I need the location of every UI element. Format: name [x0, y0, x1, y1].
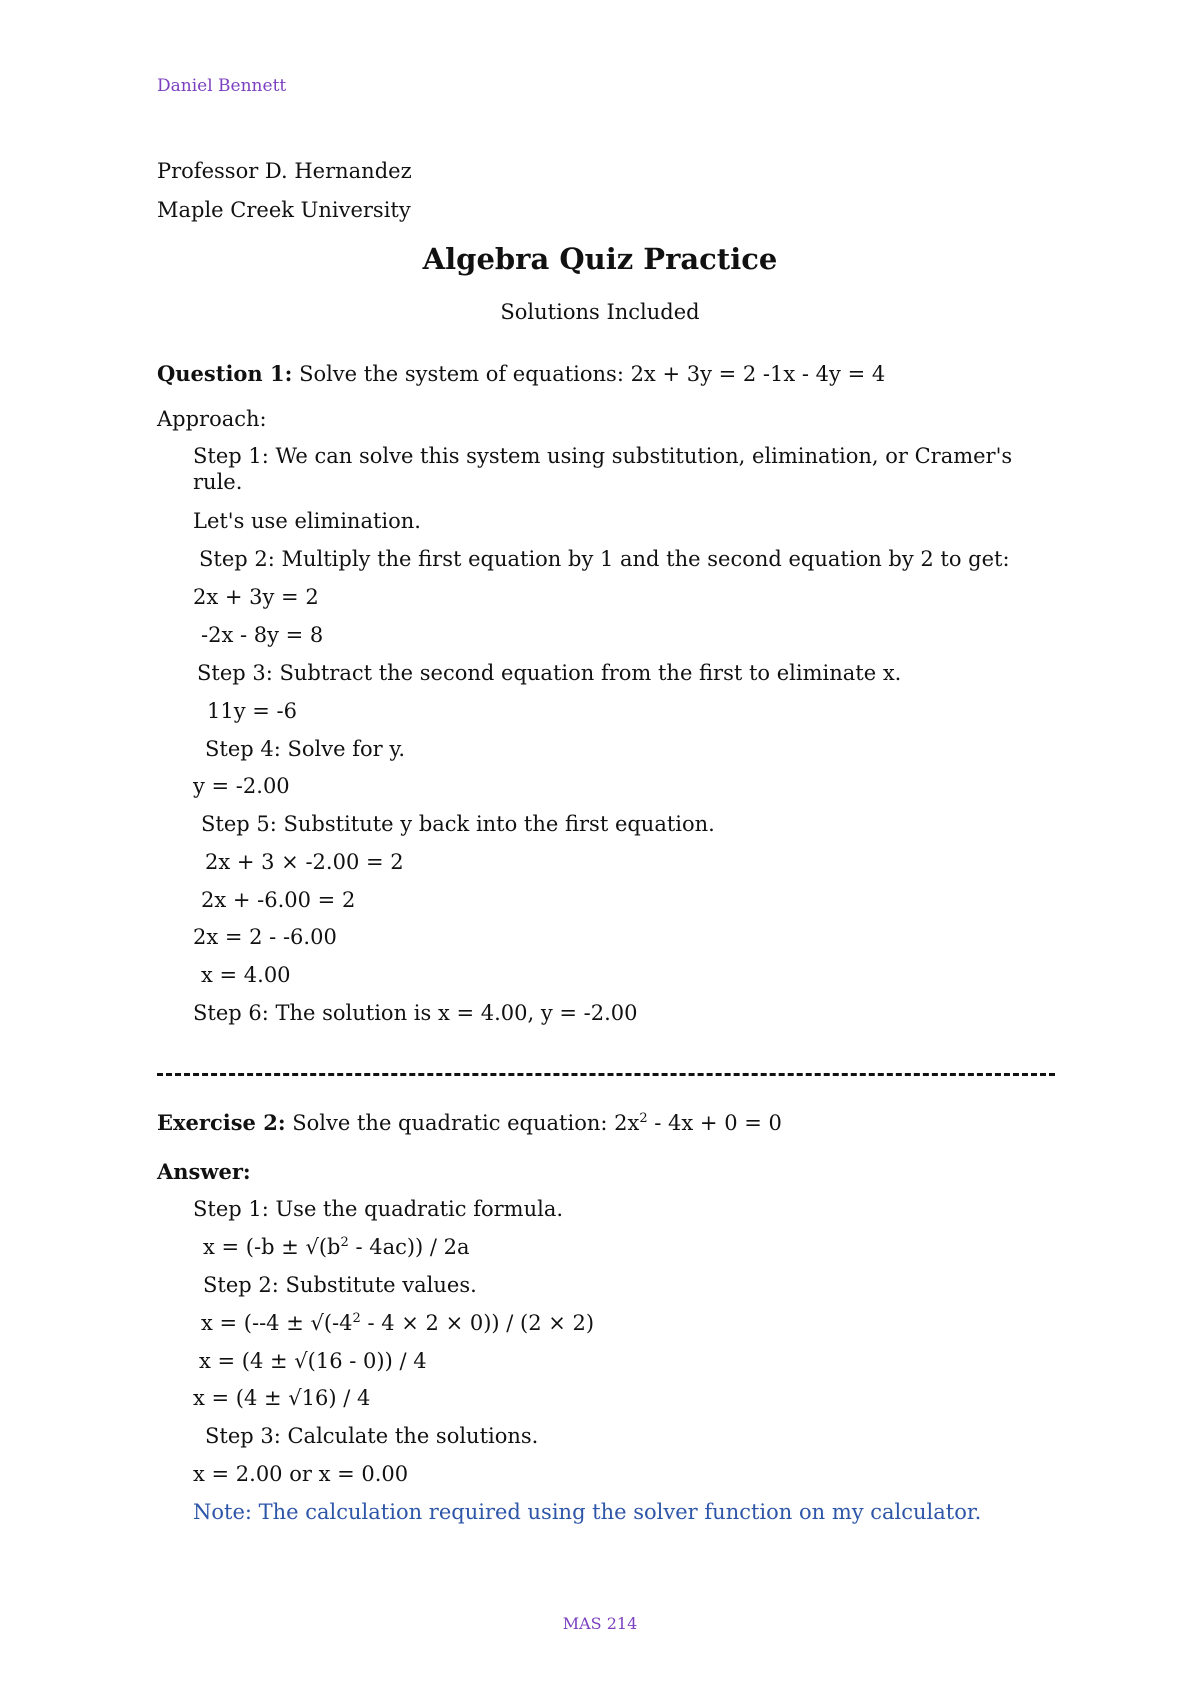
e2-formula4: x = (4 ± √16) / 4 — [193, 1386, 371, 1410]
e2-formula1: $x = (-b \pm √(b^2 - 4ac)) / 2a$ — [203, 1235, 470, 1259]
q1-lets-use: Let's use elimination. — [193, 509, 421, 533]
question1-heading — [157, 361, 885, 387]
approach-label: Approach: — [157, 407, 267, 431]
exercise2-prompt: Solve the quadratic equation: $2x^2 - 4x + 0 = 0$ — [292, 1111, 782, 1135]
question1-label: Question 1: — [157, 361, 293, 386]
q1-step5: Step 5: Substitute y back into the first equation. — [201, 812, 715, 836]
e2-step1: Step 1: Use the quadratic formula. — [193, 1197, 564, 1221]
exercise2-label: Exercise 2: — [157, 1110, 286, 1135]
q1-eq4: y = -2.00 — [193, 774, 290, 798]
university-name: Maple Creek University — [157, 198, 411, 222]
e2-formula3: x = (4 ± √(16 - 0)) / 4 — [199, 1349, 427, 1373]
q1-step1: Step 1: We can solve this system using substitution, elimination, or Cramer's rule. — [193, 444, 1013, 494]
q1-step3: Step 3: Subtract the second equation from the first to eliminate x. — [197, 661, 902, 685]
page-subtitle: Solutions Included — [500, 300, 700, 324]
professor-name: Professor D. Hernandez — [157, 159, 412, 183]
page-title: Algebra Quiz Practice — [422, 242, 778, 276]
exercise2-heading — [157, 1110, 782, 1136]
question1-prompt: Solve the system of equations: 2x + 3y = 2 -1x - 4y = 4 — [299, 362, 886, 386]
q1-step4: Step 4: Solve for y. — [205, 737, 406, 761]
section-divider — [157, 1073, 1055, 1076]
q1-eq6: 2x + -6.00 = 2 — [201, 888, 356, 912]
q1-eq1: 2x + 3y = 2 — [193, 585, 319, 609]
e2-formula5: x = 2.00 or x = 0.00 — [193, 1462, 409, 1486]
answer-label: Answer: — [157, 1159, 251, 1184]
header-author: Daniel Bennett — [157, 76, 287, 96]
q1-eq3: 11y = -6 — [207, 699, 297, 723]
q1-eq8: x = 4.00 — [201, 963, 291, 987]
e2-formula2: $x = (--4 \pm √(-4^2 - 4 \times 2 \times 0)) / (2 \times 2)$ — [201, 1311, 595, 1335]
q1-step2: Step 2: Multiply the first equation by 1 and the second equation by 2 to get: — [199, 547, 1010, 571]
q1-eq5: 2x + 3 × -2.00 = 2 — [205, 850, 404, 874]
e2-note: Note: The calculation required using the solver function on my calculator. — [193, 1500, 982, 1524]
q1-eq7: 2x = 2 - -6.00 — [193, 925, 337, 949]
e2-step2: Step 2: Substitute values. — [203, 1273, 477, 1297]
footer-course: MAS 214 — [562, 1614, 638, 1633]
q1-eq2: -2x - 8y = 8 — [201, 623, 324, 647]
e2-step3: Step 3: Calculate the solutions. — [205, 1424, 539, 1448]
q1-step6: Step 6: The solution is x = 4.00, y = -2.00 — [193, 1001, 638, 1025]
